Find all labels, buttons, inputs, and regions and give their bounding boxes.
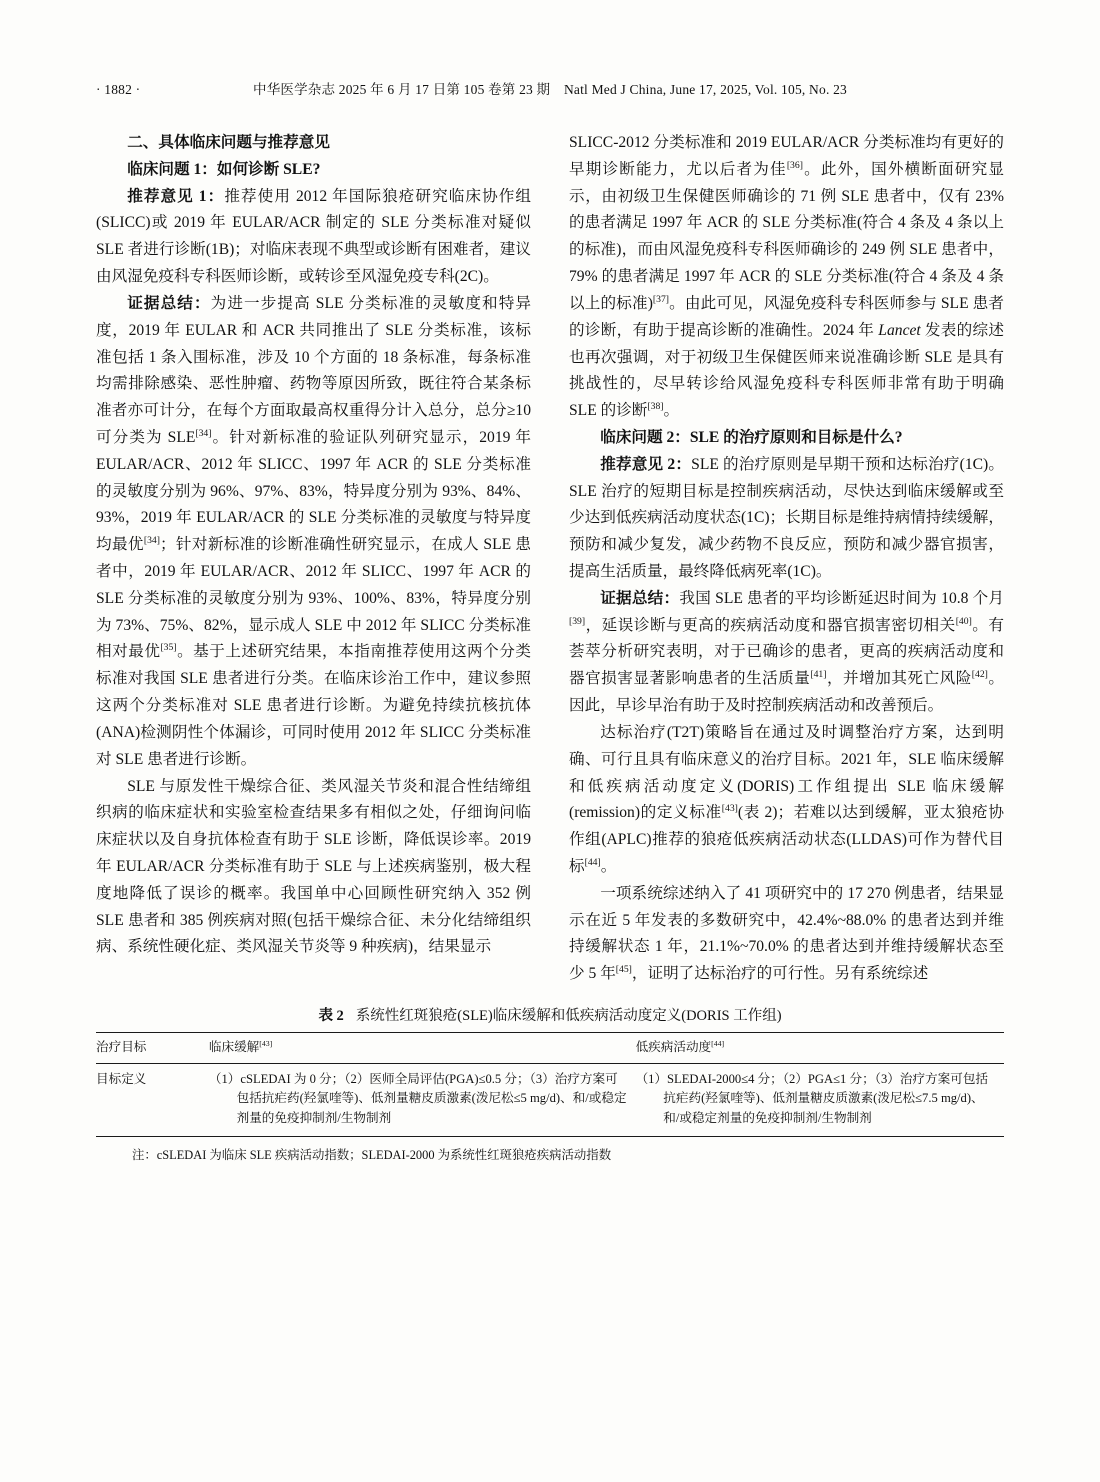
evidence-1-label: 证据总结： xyxy=(127,294,211,312)
evidence-2-label: 证据总结： xyxy=(600,589,680,607)
table-2-title: 系统性红斑狼疮(SLE)临床缓解和低疾病活动度定义(DORIS 工作组) xyxy=(355,1008,782,1024)
reference-45: [45] xyxy=(615,964,632,975)
table-2-footnote: 注：cSLEDAI 为临床 SLE 疾病活动指数；SLEDAI-2000 为系统性红斑狼疮疾病活动指数 xyxy=(132,1148,612,1163)
treat-to-target-paragraph xyxy=(569,720,1004,881)
clinical-question-2-heading: 临床问题 2：SLE 的治疗原则和目标是什么? xyxy=(600,428,903,446)
clinical-question-1-heading: 临床问题 1：如何诊断 SLE? xyxy=(127,160,321,178)
row-label-goal-definition: 目标定义 xyxy=(96,1063,209,1137)
continued-text-b: 。此外，国外横断面研究显示，由初级卫生保健医师确诊的 71 例 SLE 患者中，仅有 23% 的患者满足 1997 年 ACR 的 SLE 分类标准(符合 4 条及 4 条以上的标准)，而由风湿免疫科专科医师确诊的 249 例 SLE 患者中，79% 的患者满足 1997 年 ACR 的 SLE 分类标准(符合 4 条及 4 条以上的标准) xyxy=(569,160,1004,312)
continued-text-a: SLICC-2012 分类标准和 2019 EULAR/ACR 分类标准均有更好的早期诊断能力，尤以后者为佳 xyxy=(569,134,1004,178)
reference-44: [44] xyxy=(584,856,601,868)
column-header-clinical-remission xyxy=(209,1033,636,1064)
recommendation-2-label: 推荐意见 2： xyxy=(600,455,692,473)
reference-36: [36] xyxy=(786,159,803,171)
section-heading: 二、具体临床问题与推荐意见 xyxy=(127,134,330,151)
column-header-goal xyxy=(96,1033,209,1064)
table-2-caption xyxy=(96,1004,1004,1025)
column-header-clinical-remission-ref: [43] xyxy=(259,1038,273,1048)
evidence-2-text-c: 。有荟萃分析研究表明，对于已确诊的患者，更高的疾病活动度和器官损害显著影响患者的生活质量 xyxy=(569,616,1004,688)
evidence-2-text-a: 我国 SLE 患者的平均诊断延迟时间为 10.8 个月 xyxy=(679,589,1004,607)
table-2-body xyxy=(96,1063,1004,1137)
cell-clinical-remission-definition xyxy=(209,1063,636,1137)
column-header-low-disease-activity xyxy=(636,1033,1004,1064)
systematic-review-text-a: 一项系统综述纳入了 41 项研究中的 17 270 例患者，结果显示在近 5 年发表的多数研究中，42.4%~88.0% 的患者达到并维持缓解状态 1 年，21.1%~70.0% 的患者达到并维持缓解状态至少 5 年 xyxy=(569,884,1004,983)
evidence-1-text-d: 。基于上述研究结果，本指南推荐使用这两个分类标准对我国 SLE 患者进行分类。在临床诊治工作中，建议参照这两个分类标准对 SLE 患者进行诊断。为避免持续抗核抗体(ANA)检测阴性个体漏诊，可同时使用 2012 年 SLICC 分类标准对 SLE 患者进行诊断。 xyxy=(96,643,531,768)
cell-clinical-remission-text: （1）cSLEDAI 为 0 分；（2）医师全局评估(PGA)≤0.5 分；（3）治疗方案可包括抗疟药(羟氯喹等)、低剂量糖皮质激素(泼尼松≤5 mg/d)、和/或稳定剂量的免疫抑制剂/生物制剂 xyxy=(208,1071,627,1125)
column-header-low-disease-activity-ref: [44] xyxy=(711,1038,725,1048)
table-2 xyxy=(96,1032,1004,1137)
recommendation-2-paragraph xyxy=(569,452,1004,586)
table-2-head xyxy=(96,1033,1004,1064)
continued-text-c: 。由此可见，风湿免疫科专科医师参与 SLE 患者的诊断，有助于提高诊断的准确性。2024 年 xyxy=(569,294,1004,339)
differential-diagnosis-text: SLE 与原发性干燥综合征、类风湿关节炎和混合性结缔组织病的临床症状和实验室检查结果多有相似之处，仔细询问临床症状以及自身抗体检查有助于 SLE 诊断，降低误诊率。2019 年 EULAR/ACR 分类标准有助于 SLE 与上述疾病鉴别，极大程度地降低了误诊的概率。我国单中心回顾性研究纳入 352 例 SLE 患者和 385 例疾病对照(包括干燥综合征、未分化结缔组织病、系统性硬化症、类风湿关节炎等 9 种疾病)，结果显示 xyxy=(96,777,531,956)
body-columns xyxy=(96,130,1004,988)
reference-35: [35] xyxy=(160,642,177,654)
left-column xyxy=(96,130,531,961)
running-head xyxy=(96,78,1004,96)
systematic-review-text-b: ，证明了达标治疗的可行性。另有系统综述 xyxy=(631,965,929,983)
column-header-goal-text: 治疗目标 xyxy=(96,1040,147,1054)
reference-37: [37] xyxy=(652,293,670,305)
journal-name-lancet: Lancet xyxy=(878,321,921,339)
evidence-2-paragraph xyxy=(569,586,1004,720)
table-2-container xyxy=(96,1004,1004,1163)
reference-41: [41] xyxy=(810,669,827,681)
treat-to-target-text-c: 。 xyxy=(600,857,617,875)
page-folio: · 1882 · xyxy=(96,82,141,97)
recommendation-2-text: SLE 的治疗原则是早期干预和达标治疗(1C)。SLE 治疗的短期目标是控制疾病活动，尽快达到临床缓解或至少达到低疾病活动度状态(1C)；长期目标是维持病情持续缓解，预防和减少复发，减少药物不良反应，预防和减少器官损害，提高生活质量，最终降低病死率(1C)。 xyxy=(569,455,1004,580)
continued-paragraph xyxy=(569,130,1004,425)
recommendation-1-text: 推荐使用 2012 年国际狼疮研究临床协作组(SLICC)或 2019 年 EULAR/ACR 制定的 SLE 分类标准对疑似 SLE 者进行诊断(1B)；对临床表现不典型或诊断有困难者，建议由风湿免疫科专科医师诊断，或转诊至风湿免疫专科(2C)。 xyxy=(96,187,531,286)
differential-diagnosis-paragraph xyxy=(96,774,531,962)
evidence-2-text-b: ，延误诊断与更高的疾病活动度和器官损害密切相关 xyxy=(585,616,956,634)
column-header-clinical-remission-text: 临床缓解 xyxy=(208,1040,260,1054)
evidence-1-text-b: 。针对新标准的验证队列研究显示，2019 年 EULAR/ACR、2012 年 SLICC、1997 年 ACR 的 SLE 分类标准的灵敏度分别为 96%、97%、83%，特异度分别为 93%、84%、93%，2019 年 EULAR/ACR 的 SLE 分类标准的灵敏度与特异度均最优 xyxy=(96,428,531,554)
table-header-row xyxy=(96,1033,1004,1064)
journal-citation-line: 中华医学杂志 2025 年 6 月 17 日第 105 卷第 23 期 Natl Med J China, June 17, 2025, Vol. 105, No. 23 xyxy=(253,82,847,97)
systematic-review-paragraph xyxy=(569,881,1004,988)
evidence-1-text-c: ；针对新标准的诊断准确性研究显示，在成人 SLE 患者中，2019 年 EULAR/ACR、2012 年 SLICC、1997 年 ACR 的 SLE 分类标准的灵敏度分别为 93%、100%、83%，特异度分别为 73%、75%、82%，显示成人 SLE 中 2012 年 SLICC 分类标准相对最优 xyxy=(96,536,531,661)
evidence-2-text-e: 。因此，早诊早治有助于及时控制疾病活动和改善预后。 xyxy=(569,670,1004,715)
recommendation-1-label: 推荐意见 1： xyxy=(127,187,225,205)
table-2-number: 表 2 xyxy=(318,1008,344,1024)
reference-34a: [34] xyxy=(195,427,212,439)
evidence-1-text-a: 为进一步提高 SLE 分类标准的灵敏度和特异度，2019 年 EULAR 和 ACR 共同推出了 SLE 分类标准，该标准包括 1 条入围标准，涉及 10 个方面的 18 条标准，每条标准均需排除感染、恶性肿瘤、药物等原因所致，既往符合某条标准者亦可计分，在每个方面取最高权重得分计入总分，总分≥10 可分类为 SLE xyxy=(96,294,531,446)
reference-38: [38] xyxy=(647,400,664,412)
continued-text-e: 。 xyxy=(663,402,680,420)
reference-43: [43] xyxy=(721,803,738,815)
column-header-low-disease-activity-text: 低疾病活动度 xyxy=(635,1040,712,1054)
cell-low-disease-activity-text: （1）SLEDAI-2000≤4 分；（2）PGA≤1 分；（3）治疗方案可包括抗疟药(羟氯喹等)、低剂量糖皮质激素(泼尼松≤7.5 mg/d)、和/或稳定剂量的免疫抑制剂/生物制剂 xyxy=(635,1071,989,1125)
reference-34b: [34] xyxy=(143,535,160,546)
evidence-2-text-d: ，并增加其死亡风险 xyxy=(826,670,972,688)
reference-42: [42] xyxy=(971,669,988,681)
reference-39: [39] xyxy=(569,615,586,627)
right-column xyxy=(569,130,1004,988)
cell-low-disease-activity-definition xyxy=(636,1063,1004,1137)
treat-to-target-text-b: (表 2)；若难以达到缓解，亚太狼疮协作组(APLC)推荐的狼疮低疾病活动状态(LLDAS)可作为替代目标 xyxy=(569,804,1004,875)
recommendation-1-paragraph xyxy=(96,184,531,291)
evidence-1-paragraph xyxy=(96,291,531,774)
continued-text-d: 发表的综述也再次强调，对于初级卫生保健医师来说准确诊断 SLE 是具有挑战性的，尽早转诊给风湿免疫科专科医师非常有助于明确 SLE 的诊断 xyxy=(569,321,1004,420)
table-row xyxy=(96,1063,1004,1137)
reference-40: [40] xyxy=(955,615,972,627)
treat-to-target-text-a: 达标治疗(T2T)策略旨在通过及时调整治疗方案，达到明确、可行且具有临床意义的治疗目标。2021 年，SLE 临床缓解和低疾病活动度定义(DORIS)工作组提出 SLE 临床缓解(remission)的定义标准 xyxy=(569,723,1004,822)
